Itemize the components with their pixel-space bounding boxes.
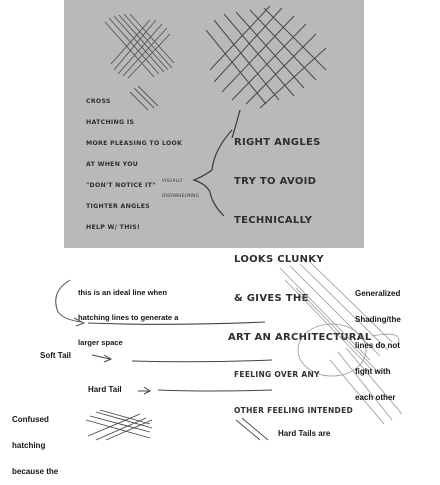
note-line: lines do not (355, 341, 400, 350)
note-line: MORE PLEASING TO LOOK (86, 140, 183, 147)
note-line: Shading/the (355, 315, 401, 325)
hard-tail-demo (138, 387, 272, 394)
note-line: & GIVES THE (234, 293, 309, 304)
note-line: because the (12, 467, 59, 476)
hard-tails-note: Hard Tails are (278, 429, 331, 438)
note-line: fight with (355, 366, 391, 376)
note-line: CROSS (86, 98, 111, 105)
note-line: FEELING OVER ANY (234, 370, 320, 379)
note-line: RIGHT ANGLES (234, 137, 321, 148)
confused-note (12, 399, 58, 485)
ideal-line-note (78, 273, 178, 355)
note-line: Confused (12, 415, 49, 425)
note-line: hatching (12, 441, 46, 451)
note-line: larger space (78, 337, 123, 347)
note-line: HELP W/ THIS! (86, 224, 141, 231)
note-line: this is an ideal line when (78, 288, 168, 298)
soft-tail-demo (92, 355, 272, 362)
note-line: OVERWHELMING (162, 193, 200, 198)
note-line: Generalized (355, 289, 401, 299)
note-line: TECHNICALLY (234, 215, 313, 226)
hard-tail-label: Hard Tail (88, 385, 122, 394)
note-line: each other (355, 392, 396, 402)
note-line: AT WHEN YOU (86, 161, 139, 168)
note-line: ART AN ARCHITECTURAL (228, 332, 372, 343)
note-line: OTHER FEELING INTENDED (234, 406, 354, 415)
note-line: LOOKS CLUNKY (234, 254, 324, 265)
note-line: TRY TO AVOID (234, 176, 317, 187)
generalized-note (355, 273, 401, 411)
note-line: "DON'T NOTICE IT" (86, 182, 156, 189)
note-line: TIGHTER ANGLES (86, 203, 151, 210)
soft-tail-label: Soft Tail (40, 351, 71, 360)
confused-hatch (86, 410, 268, 440)
note-line: VISUALLY (162, 178, 183, 183)
note-line: hatching lines to generate a (78, 312, 179, 322)
note-line: HATCHING IS (86, 119, 135, 126)
